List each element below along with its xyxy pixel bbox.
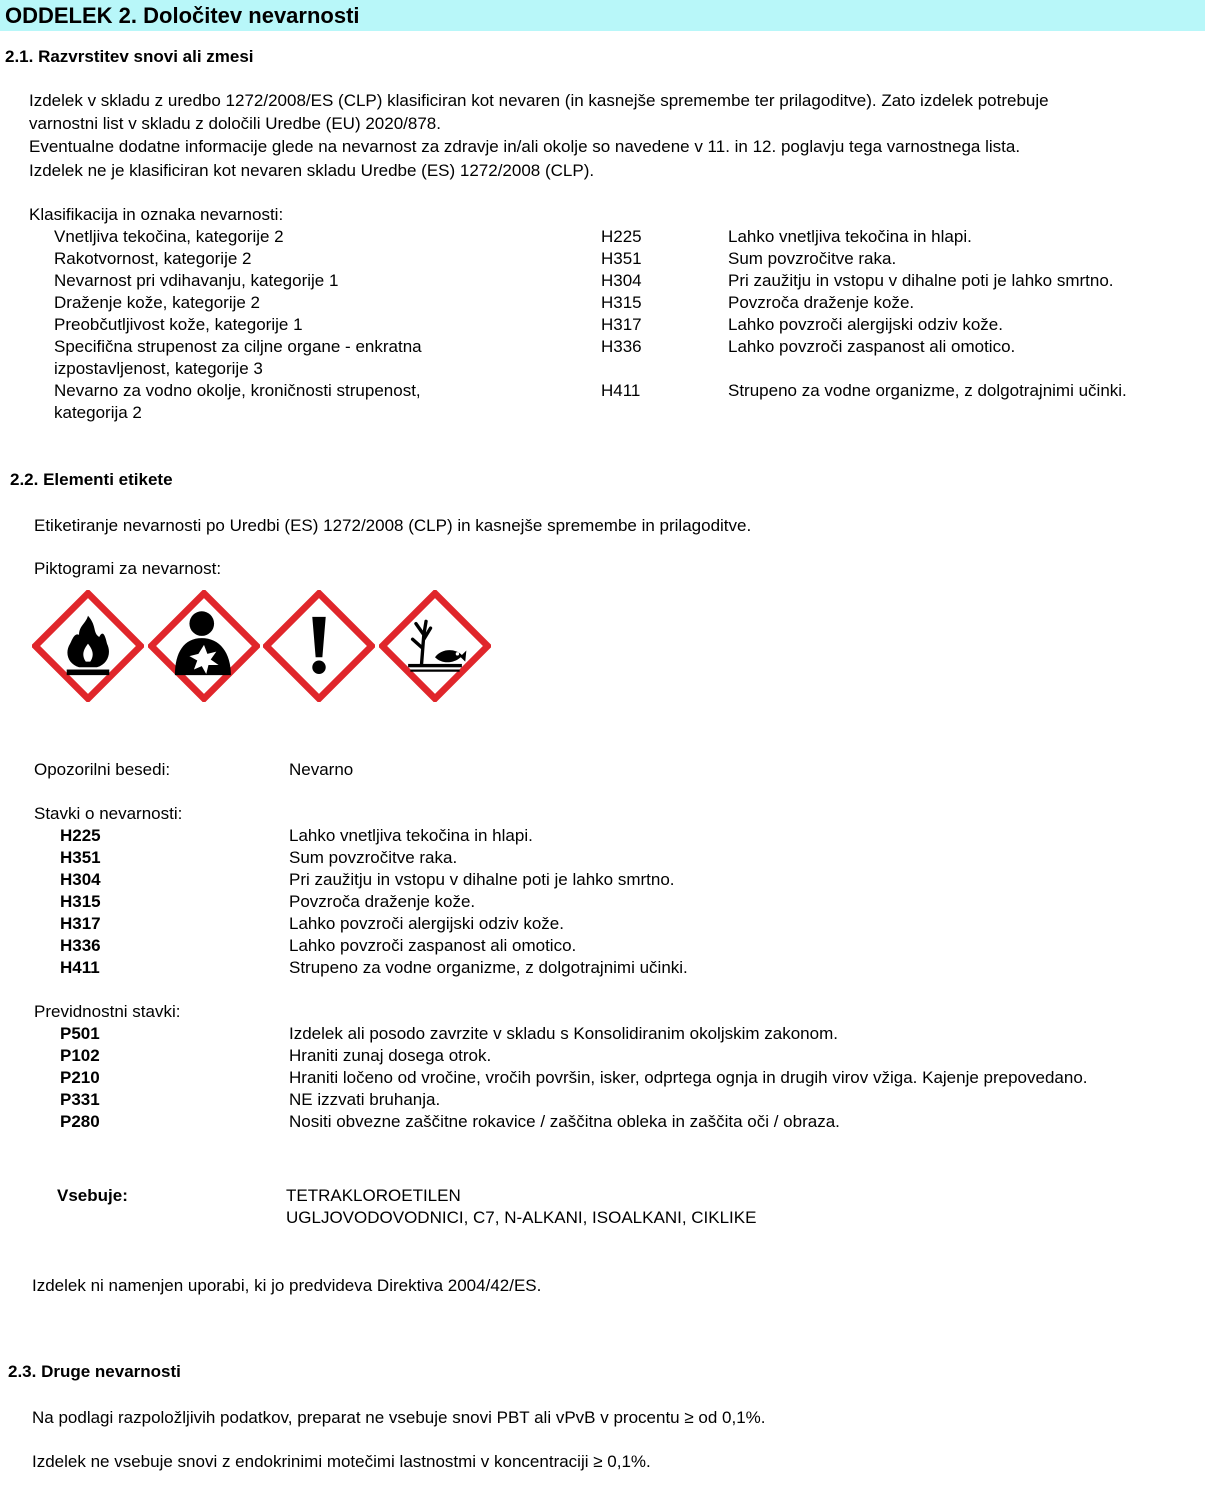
- para-2-1-line-1: Izdelek v skladu z uredbo 1272/2008/ES (CLP) klasificiran kot nevaren (in kasnejše spremembe ter prilagoditve). Zato izdelek potrebuje: [29, 91, 1049, 110]
- classification-category: Nevarno za vodno okolje, kroničnosti strupenost,: [54, 381, 421, 400]
- classification-code: H317: [601, 315, 642, 334]
- hazard-code: H336: [60, 936, 101, 955]
- classification-code: H351: [601, 249, 642, 268]
- hazard-text: Lahko vnetljiva tekočina in hlapi.: [289, 826, 533, 845]
- hazard-statements-label: Stavki o nevarnosti:: [34, 804, 183, 823]
- classification-code: H304: [601, 271, 642, 290]
- hazard-text: Lahko povzroči alergijski odziv kože.: [289, 914, 564, 933]
- health-hazard-icon: [148, 590, 260, 702]
- hazard-text: Pri zaužitju in vstopu v dihalne poti je lahko smrtno.: [289, 870, 675, 889]
- classification-statement: Lahko povzroči alergijski odziv kože.: [728, 315, 1003, 334]
- precaution-text: NE izzvati bruhanja.: [289, 1090, 441, 1109]
- contains-item: UGLJOVODOVODNICI, C7, N-ALKANI, ISOALKANI, CIKLIKE: [286, 1208, 757, 1227]
- contains-label: Vsebuje:: [57, 1186, 128, 1205]
- precaution-code: P102: [60, 1046, 100, 1065]
- classification-statement: Povzroča draženje kože.: [728, 293, 915, 312]
- classification-category: Draženje kože, kategorije 2: [54, 293, 261, 312]
- pictograms-label: Piktogrami za nevarnost:: [34, 559, 222, 578]
- classification-statement: Lahko vnetljiva tekočina in hlapi.: [728, 227, 972, 246]
- precautionary-statements-label: Previdnostni stavki:: [34, 1002, 181, 1021]
- classification-statement: Lahko povzroči zaspanost ali omotico.: [728, 337, 1016, 356]
- classification-category: Vnetljiva tekočina, kategorije 2: [54, 227, 284, 246]
- heading-2-1: 2.1. Razvrstitev snovi ali zmesi: [5, 47, 254, 66]
- hazard-code: H351: [60, 848, 101, 867]
- section-title: ODDELEK 2. Določitev nevarnosti: [0, 0, 1205, 31]
- para-2-1-line-2: varnostni list v skladu z določili Uredbe (EU) 2020/878.: [29, 114, 441, 133]
- precaution-text: Hraniti zunaj dosega otrok.: [289, 1046, 492, 1065]
- hazard-text: Povzroča draženje kože.: [289, 892, 476, 911]
- precaution-code: P210: [60, 1068, 100, 1087]
- heading-2-3: 2.3. Druge nevarnosti: [8, 1362, 181, 1381]
- classification-code: H225: [601, 227, 642, 246]
- classification-category-cont: kategorija 2: [54, 403, 142, 422]
- precaution-text: Izdelek ali posodo zavrzite v skladu s Konsolidiranim okoljskim zakonom.: [289, 1024, 838, 1043]
- classification-code: H315: [601, 293, 642, 312]
- precaution-code: P331: [60, 1090, 100, 1109]
- contains-item: TETRAKLOROETILEN: [286, 1186, 461, 1205]
- other-hazards-line-1: Na podlagi razpoložljivih podatkov, preparat ne vsebuje snovi PBT ali vPvB v procentu ≥ od 0,1%.: [32, 1408, 766, 1427]
- classification-category-cont: izpostavljenost, kategorije 3: [54, 359, 263, 378]
- labelling-text: Etiketiranje nevarnosti po Uredbi (ES) 1272/2008 (CLP) in kasnejše spremembe in prilagoditve.: [34, 516, 752, 535]
- classification-code: H411: [601, 381, 641, 400]
- classification-statement: Sum povzročitve raka.: [728, 249, 897, 268]
- precaution-code: P280: [60, 1112, 100, 1131]
- precaution-text: Nositi obvezne zaščitne rokavice / zaščitna obleka in zaščita oči / obraza.: [289, 1112, 840, 1131]
- classification-category: Specifična strupenost za ciljne organe - enkratna: [54, 337, 422, 356]
- directive-note: Izdelek ni namenjen uporabi, ki jo predvideva Direktiva 2004/42/ES.: [32, 1276, 542, 1295]
- flame-icon: [32, 590, 144, 702]
- hazard-code: H304: [60, 870, 101, 889]
- classification-code: H336: [601, 337, 642, 356]
- other-hazards-line-2: Izdelek ne vsebuje snovi z endokrinimi motečimi lastnostmi v koncentraciji ≥ 0,1%.: [32, 1452, 651, 1471]
- exclamation-icon: [263, 590, 375, 702]
- signal-word: Nevarno: [289, 760, 354, 779]
- para-2-1-line-4: Izdelek ne je klasificiran kot nevaren skladu Uredbe (ES) 1272/2008 (CLP).: [29, 161, 595, 180]
- hazard-code: H317: [60, 914, 101, 933]
- hazard-text: Lahko povzroči zaspanost ali omotico.: [289, 936, 577, 955]
- hazard-code: H225: [60, 826, 101, 845]
- hazard-text: Sum povzročitve raka.: [289, 848, 458, 867]
- hazard-code: H315: [60, 892, 101, 911]
- precaution-text: Hraniti ločeno od vročine, vročih površin, isker, odprtega ognja in drugih virov vžiga. Kajenje prepovedano.: [289, 1068, 1088, 1087]
- classification-statement: Strupeno za vodne organizme, z dolgotrajnimi učinki.: [728, 381, 1127, 400]
- signal-word-label: Opozorilni besedi:: [34, 760, 171, 779]
- precaution-code: P501: [60, 1024, 100, 1043]
- hazard-code: H411: [60, 958, 100, 977]
- classification-category: Nevarnost pri vdihavanju, kategorije 1: [54, 271, 339, 290]
- classification-category: Rakotvornost, kategorije 2: [54, 249, 252, 268]
- classification-label: Klasifikacija in oznaka nevarnosti:: [29, 205, 284, 224]
- heading-2-2: 2.2. Elementi etikete: [10, 470, 173, 489]
- environment-icon: [379, 590, 491, 702]
- para-2-1-line-3: Eventualne dodatne informacije glede na nevarnost za zdravje in/ali okolje so navedene v 11. in 12. poglavju tega varnostnega lista.: [29, 137, 1021, 156]
- hazard-text: Strupeno za vodne organizme, z dolgotrajnimi učinki.: [289, 958, 688, 977]
- classification-category: Preobčutljivost kože, kategorije 1: [54, 315, 303, 334]
- classification-statement: Pri zaužitju in vstopu v dihalne poti je lahko smrtno.: [728, 271, 1114, 290]
